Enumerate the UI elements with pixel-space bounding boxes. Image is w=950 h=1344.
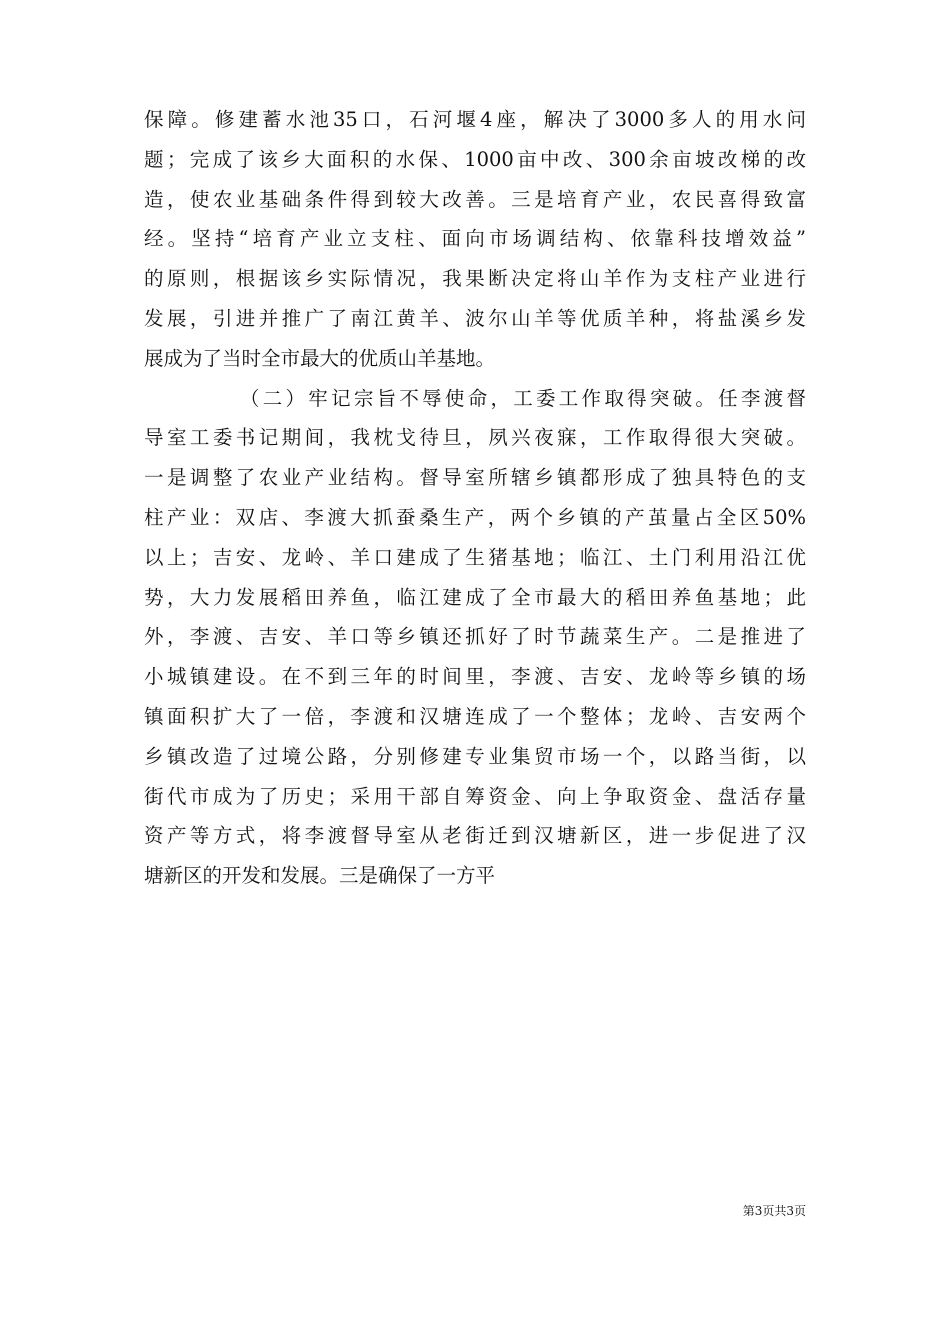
text-line: 的原则，根据该乡实际情况，我果断决定将山羊作为支柱产业进行 <box>144 267 806 291</box>
text-line: 导室工委书记期间，我枕戈待旦，夙兴夜寐，工作取得很大突破。 <box>144 426 806 450</box>
text-line: 题；完成了该乡大面积的水保、1000亩中改、300余亩坡改梯的改 <box>144 147 806 171</box>
text-line: 发展，引进并推广了南江黄羊、波尔山羊等优质羊种，将盐溪乡发 <box>144 306 806 330</box>
text-line: 经。坚持“培育产业立支柱、面向市场调结构、依靠科技增效益” <box>144 227 806 251</box>
text-line: 小城镇建设。在不到三年的时间里，李渡、吉安、龙岭等乡镇的场 <box>144 665 806 689</box>
text-line: 以上；吉安、龙岭、羊口建成了生猪基地；临江、土门利用沿江优 <box>144 545 806 569</box>
text-line: 柱产业：双店、李渡大抓蚕桑生产，两个乡镇的产茧量占全区50% <box>144 505 806 529</box>
text-line: 势，大力发展稻田养鱼，临江建成了全市最大的稻田养鱼基地；此 <box>144 585 806 609</box>
text-line: 资产等方式，将李渡督导室从老街迁到汉塘新区，进一步促进了汉 <box>144 824 806 848</box>
page-number: 第3页共3页 <box>742 1204 806 1218</box>
text-line: 乡镇改造了过境公路，分别修建专业集贸市场一个，以路当街，以 <box>144 744 806 768</box>
text-line: 外，李渡、吉安、羊口等乡镇还抓好了时节蔬菜生产。二是推进了 <box>144 625 806 649</box>
body-text <box>144 100 806 896</box>
text-line: （二）牢记宗旨不辱使命，工委工作取得突破。任李渡督 <box>240 386 806 410</box>
text-line: 保障。修建蓄水池35口，石河堰4座，解决了3000多人的用水问 <box>144 108 806 131</box>
text-line: 塘新区的开发和发展。三是确保了一方平 <box>144 864 496 888</box>
text-line: 镇面积扩大了一倍，李渡和汉塘连成了一个整体；龙岭、吉安两个 <box>144 704 806 728</box>
paragraph-2 <box>144 379 806 896</box>
text-line: 街代市成为了历史；采用干部自筹资金、向上争取资金、盘活存量 <box>144 784 806 808</box>
text-line: 一是调整了农业产业结构。督导室所辖乡镇都形成了独具特色的支 <box>144 466 806 490</box>
text-line: 造，使农业基础条件得到较大改善。三是培育产业，农民喜得致富 <box>144 187 806 211</box>
text-line: 展成为了当时全市最大的优质山羊基地。 <box>144 346 496 370</box>
paragraph-1 <box>144 100 806 379</box>
